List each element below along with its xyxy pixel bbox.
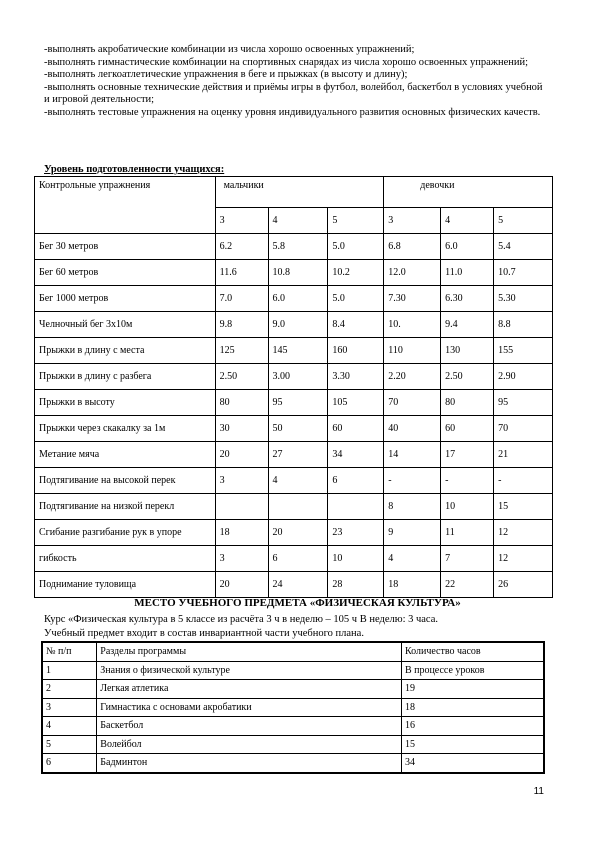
program-row: [42, 754, 544, 773]
level-value-cell: 10.: [384, 312, 441, 338]
level-value-cell: [328, 494, 384, 520]
requirements-list: [44, 44, 544, 120]
levels-row: [35, 234, 553, 260]
level-value-cell: 105: [328, 390, 384, 416]
program-cell: Бадминтон: [97, 754, 402, 773]
program-cell: Баскетбол: [97, 717, 402, 736]
level-value-cell: 30: [215, 416, 268, 442]
levels-row: [35, 364, 553, 390]
level-value-cell: 3: [215, 546, 268, 572]
level-value-cell: 4: [268, 468, 328, 494]
levels-row: [35, 286, 553, 312]
level-value-cell: 20: [215, 572, 268, 598]
levels-row: [35, 338, 553, 364]
exercise-name-cell: Бег 1000 метров: [35, 286, 216, 312]
level-value-cell: 34: [328, 442, 384, 468]
level-value-cell: 8.4: [328, 312, 384, 338]
program-row: [42, 698, 544, 717]
requirement-item: -выполнять основные технические действия и приёмы игры в футбол, волейбол, баскетбол в условиях учебной и игровой деятельности;: [44, 81, 543, 106]
level-value-cell: 10.7: [494, 260, 553, 286]
program-cell: Легкая атлетика: [97, 680, 402, 699]
program-cell: Волейбол: [97, 735, 402, 754]
exercise-name-cell: Челночный бег 3х10м: [35, 312, 216, 338]
level-value-cell: 12: [494, 546, 553, 572]
level-value-cell: 60: [441, 416, 494, 442]
level-value-cell: 2.20: [384, 364, 441, 390]
program-cell: 2: [42, 680, 97, 699]
exercise-name-cell: гибкость: [35, 546, 216, 572]
level-value-cell: 6.0: [441, 234, 494, 260]
levels-row: [35, 442, 553, 468]
level-value-cell: 26: [494, 572, 553, 598]
program-table: [41, 641, 545, 774]
levels-row: [35, 416, 553, 442]
level-value-cell: 70: [384, 390, 441, 416]
exercise-name-cell: Бег 60 метров: [35, 260, 216, 286]
level-value-cell: 22: [441, 572, 494, 598]
levels-row: [35, 390, 553, 416]
program-header-cell: Количество часов: [401, 642, 544, 661]
levels-row: [35, 546, 553, 572]
requirement-item: -выполнять тестовые упражнения на оценку уровня индивидуального развития основных физических качеств.: [44, 106, 541, 118]
level-value-cell: 14: [384, 442, 441, 468]
level-value-cell: -: [384, 468, 441, 494]
course-line: Учебный предмет входит в состав инвариантной части учебного плана.: [44, 628, 364, 639]
level-value-cell: 18: [384, 572, 441, 598]
level-value-cell: 15: [494, 494, 553, 520]
level-value-cell: [215, 494, 268, 520]
program-header-row: [42, 642, 544, 661]
course-description: [44, 613, 544, 641]
level-value-cell: 10.8: [268, 260, 328, 286]
levels-row: [35, 520, 553, 546]
level-value-cell: 10: [328, 546, 384, 572]
level-value-cell: 130: [441, 338, 494, 364]
level-value-cell: 4: [384, 546, 441, 572]
level-value-cell: 6.30: [441, 286, 494, 312]
grade-header-cell: 4: [268, 208, 328, 234]
program-cell: В процессе уроков: [401, 661, 544, 680]
exercise-name-cell: Бег 30 метров: [35, 234, 216, 260]
level-value-cell: 110: [384, 338, 441, 364]
level-value-cell: 155: [494, 338, 553, 364]
header-boys: мальчики: [215, 177, 384, 208]
exercise-name-cell: Подтягивание на высокой перек: [35, 468, 216, 494]
level-value-cell: 5.0: [328, 234, 384, 260]
level-value-cell: 3: [215, 468, 268, 494]
level-value-cell: 12: [494, 520, 553, 546]
level-value-cell: 7.30: [384, 286, 441, 312]
level-value-cell: 20: [215, 442, 268, 468]
level-value-cell: 11: [441, 520, 494, 546]
levels-row: [35, 572, 553, 598]
level-value-cell: 8.8: [494, 312, 553, 338]
level-value-cell: 80: [441, 390, 494, 416]
level-value-cell: 6.8: [384, 234, 441, 260]
levels-row: [35, 312, 553, 338]
levels-row: [35, 260, 553, 286]
level-value-cell: 7.0: [215, 286, 268, 312]
program-cell: 19: [401, 680, 544, 699]
levels-row: [35, 494, 553, 520]
level-value-cell: 9.8: [215, 312, 268, 338]
grade-header-cell: 4: [441, 208, 494, 234]
program-cell: 18: [401, 698, 544, 717]
exercise-name-cell: Прыжки в длину с разбега: [35, 364, 216, 390]
grade-header-cell: 3: [384, 208, 441, 234]
level-value-cell: 95: [494, 390, 553, 416]
exercise-name-cell: Подтягивание на низкой перекл: [35, 494, 216, 520]
level-value-cell: 5.8: [268, 234, 328, 260]
header-girls: девочки: [384, 177, 553, 208]
header-exercise: Контрольные упражнения: [35, 177, 216, 234]
program-row: [42, 735, 544, 754]
page-number: 11: [533, 786, 544, 797]
level-value-cell: 6.2: [215, 234, 268, 260]
level-value-cell: -: [441, 468, 494, 494]
level-value-cell: 5.30: [494, 286, 553, 312]
course-line: Курс «Физическая культура в 5 классе из расчёта 3 ч в неделю – 105 ч В неделю: 3 часа.: [44, 614, 439, 625]
exercise-name-cell: Прыжки через скакалку за 1м: [35, 416, 216, 442]
exercise-name-cell: Метание мяча: [35, 442, 216, 468]
grade-header-cell: 5: [494, 208, 553, 234]
levels-row: [35, 468, 553, 494]
level-value-cell: 2.50: [215, 364, 268, 390]
level-value-cell: 3.00: [268, 364, 328, 390]
program-cell: 16: [401, 717, 544, 736]
level-value-cell: 50: [268, 416, 328, 442]
program-cell: 15: [401, 735, 544, 754]
program-cell: 5: [42, 735, 97, 754]
level-value-cell: 8: [384, 494, 441, 520]
level-value-cell: 80: [215, 390, 268, 416]
level-value-cell: [268, 494, 328, 520]
requirement-item: -выполнять легкоатлетические упражнения в беге и прыжках (в высоту и длину);: [44, 69, 408, 81]
level-value-cell: 10: [441, 494, 494, 520]
program-cell: 6: [42, 754, 97, 773]
level-value-cell: 3.30: [328, 364, 384, 390]
level-value-cell: 21: [494, 442, 553, 468]
levels-header-row: [35, 177, 553, 208]
level-value-cell: 10.2: [328, 260, 384, 286]
exercise-name-cell: Прыжки в высоту: [35, 390, 216, 416]
level-value-cell: 160: [328, 338, 384, 364]
fitness-levels-table: [34, 176, 553, 598]
program-header-cell: № п/п: [42, 642, 97, 661]
requirement-item: -выполнять акробатические комбинации из числа хорошо освоенных упражнений;: [44, 44, 415, 55]
program-cell: 1: [42, 661, 97, 680]
level-value-cell: 9.4: [441, 312, 494, 338]
level-value-cell: 40: [384, 416, 441, 442]
program-cell: 4: [42, 717, 97, 736]
level-value-cell: 2.50: [441, 364, 494, 390]
level-value-cell: 125: [215, 338, 268, 364]
program-row: [42, 661, 544, 680]
level-value-cell: 70: [494, 416, 553, 442]
level-value-cell: -: [494, 468, 553, 494]
grade-header-cell: 5: [328, 208, 384, 234]
level-value-cell: 5.0: [328, 286, 384, 312]
program-row: [42, 717, 544, 736]
level-value-cell: 23: [328, 520, 384, 546]
program-cell: 3: [42, 698, 97, 717]
level-value-cell: 11.6: [215, 260, 268, 286]
level-value-cell: 60: [328, 416, 384, 442]
exercise-name-cell: Поднимание туловища: [35, 572, 216, 598]
level-title: Уровень подготовленности учащихся:: [44, 164, 225, 175]
level-value-cell: 95: [268, 390, 328, 416]
level-value-cell: 9: [384, 520, 441, 546]
level-value-cell: 20: [268, 520, 328, 546]
program-cell: 34: [401, 754, 544, 773]
level-value-cell: 24: [268, 572, 328, 598]
exercise-name-cell: Сгибание разгибание рук в упоре: [35, 520, 216, 546]
exercise-name-cell: Прыжки в длину с места: [35, 338, 216, 364]
requirement-item: -выполнять гимнастические комбинации на спортивных снарядах из числа хорошо освоенных упражнений;: [44, 56, 529, 68]
program-cell: Знания о физической культуре: [97, 661, 402, 680]
program-cell: Гимнастика с основами акробатики: [97, 698, 402, 717]
grade-header-cell: 3: [215, 208, 268, 234]
level-value-cell: 6.0: [268, 286, 328, 312]
level-value-cell: 7: [441, 546, 494, 572]
level-value-cell: 28: [328, 572, 384, 598]
level-value-cell: 17: [441, 442, 494, 468]
level-value-cell: 11.0: [441, 260, 494, 286]
level-value-cell: 27: [268, 442, 328, 468]
level-value-cell: 9.0: [268, 312, 328, 338]
level-value-cell: 6: [328, 468, 384, 494]
program-header-cell: Разделы программы: [97, 642, 402, 661]
level-value-cell: 6: [268, 546, 328, 572]
section-title: МЕСТО УЧЕБНОГО ПРЕДМЕТА «ФИЗИЧЕСКАЯ КУЛЬТУРА»: [134, 597, 461, 609]
level-value-cell: 145: [268, 338, 328, 364]
level-value-cell: 12.0: [384, 260, 441, 286]
level-value-cell: 5.4: [494, 234, 553, 260]
level-value-cell: 18: [215, 520, 268, 546]
program-row: [42, 680, 544, 699]
level-value-cell: 2.90: [494, 364, 553, 390]
